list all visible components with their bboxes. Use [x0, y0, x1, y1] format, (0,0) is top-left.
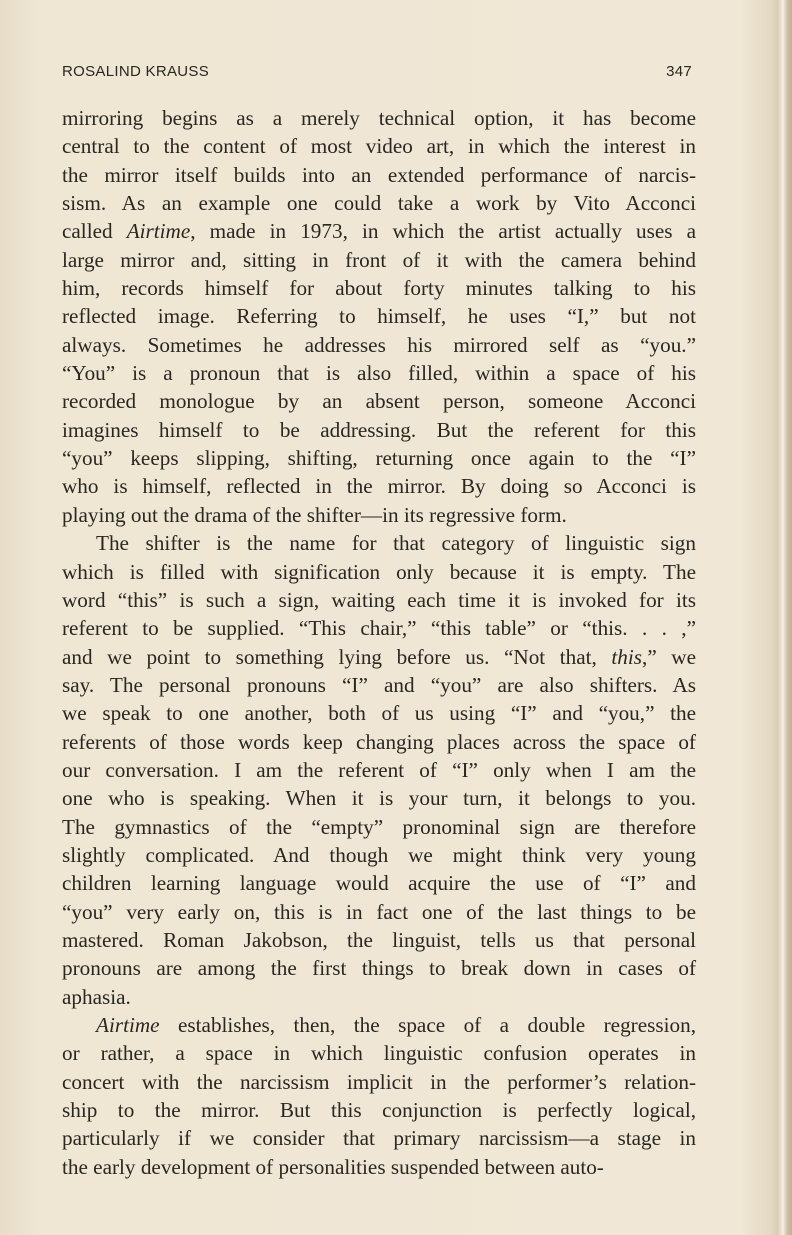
text-line: called Airtime, made in 1973, in which the artist actually uses a	[62, 219, 696, 244]
text-line: mastered. Roman Jakobson, the linguist, tells us that personal	[62, 927, 696, 952]
text-line: one who is speaking. When it is your turn, it belongs to you.	[62, 786, 696, 811]
text-line: slightly complicated. And though we might think very young	[62, 842, 696, 867]
text-line: mirroring begins as a merely technical option, it has become	[62, 106, 696, 130]
text-line: “You” is a pronoun that is also filled, within a space of his	[62, 361, 696, 386]
text-line: reflected image. Referring to himself, he uses “I,” but not	[62, 304, 696, 329]
text-line: and we point to something lying before us. “Not that, this,” we	[62, 644, 696, 669]
italic-title: Airtime	[96, 1013, 160, 1037]
text-line: always. Sometimes he addresses his mirrored self as “you.”	[62, 332, 696, 357]
text-line: referent to be supplied. “This chair,” “this table” or “this. . . ,”	[62, 616, 696, 641]
text-line: who is himself, reflected in the mirror. By doing so Acconci is	[62, 474, 696, 499]
text-line: “you” very early on, this is in fact one of the last things to be	[62, 899, 696, 924]
text-line: him, records himself for about forty minutes talking to his	[62, 276, 696, 301]
text-line: word “this” is such a sign, waiting each time it is invoked for its	[62, 587, 696, 612]
text-line: children learning language would acquire the use of “I” and	[62, 871, 696, 896]
text-line: we speak to one another, both of us using “I” and “you,” the	[62, 701, 696, 726]
text-line: The gymnastics of the “empty” pronominal sign are therefore	[62, 814, 696, 839]
text-line: large mirror and, sitting in front of it with the camera behind	[62, 247, 696, 272]
text-line: pronouns are among the first things to break down in cases of	[62, 956, 696, 981]
text-line: imagines himself to be addressing. But the referent for this	[62, 417, 696, 442]
text-line: particularly if we consider that primary narcissism—a stage in	[62, 1126, 696, 1151]
text-line: the mirror itself builds into an extended performance of narcis-	[62, 162, 696, 187]
running-head	[62, 63, 694, 83]
text-line: “you” keeps slipping, shifting, returning once again to the “I”	[62, 446, 696, 471]
text-line: or rather, a space in which linguistic confusion operates in	[62, 1041, 696, 1066]
paragraph	[62, 1011, 696, 1181]
italic-title: this	[611, 644, 643, 669]
text-line: concert with the narcissism implicit in the performer’s relation-	[62, 1069, 696, 1094]
text-line: recorded monologue by an absent person, someone Acconci	[62, 389, 696, 414]
running-head-author: ROSALIND KRAUSS	[62, 63, 210, 80]
paragraph	[62, 104, 696, 529]
text-line: say. The personal pronouns “I” and “you” are also shifters. As	[62, 672, 696, 697]
page-number: 347	[666, 63, 692, 80]
text-line: playing out the drama of the shifter—in its regressive form.	[62, 502, 567, 527]
paragraph	[62, 529, 696, 1011]
text-line: The shifter is the name for that category of linguistic sign	[96, 531, 696, 556]
body-text	[62, 104, 696, 1181]
page-binding-edge	[778, 0, 792, 1235]
text-line: referents of those words keep changing places across the space of	[62, 729, 696, 754]
text-line: our conversation. I am the referent of “I” only when I am the	[62, 757, 696, 782]
text-line: Airtime establishes, then, the space of a double regression,	[96, 1013, 696, 1037]
text-line: aphasia.	[62, 984, 131, 1009]
italic-title: Airtime	[126, 219, 191, 244]
text-line: central to the content of most video art, in which the interest in	[62, 134, 696, 159]
text-line: which is filled with signification only because it is empty. The	[62, 559, 696, 584]
text-line: ship to the mirror. But this conjunction is perfectly logical,	[62, 1098, 696, 1123]
text-line: sism. As an example one could take a work by Vito Acconci	[62, 191, 696, 216]
text-line: the early development of personalities suspended between auto-	[62, 1154, 604, 1179]
